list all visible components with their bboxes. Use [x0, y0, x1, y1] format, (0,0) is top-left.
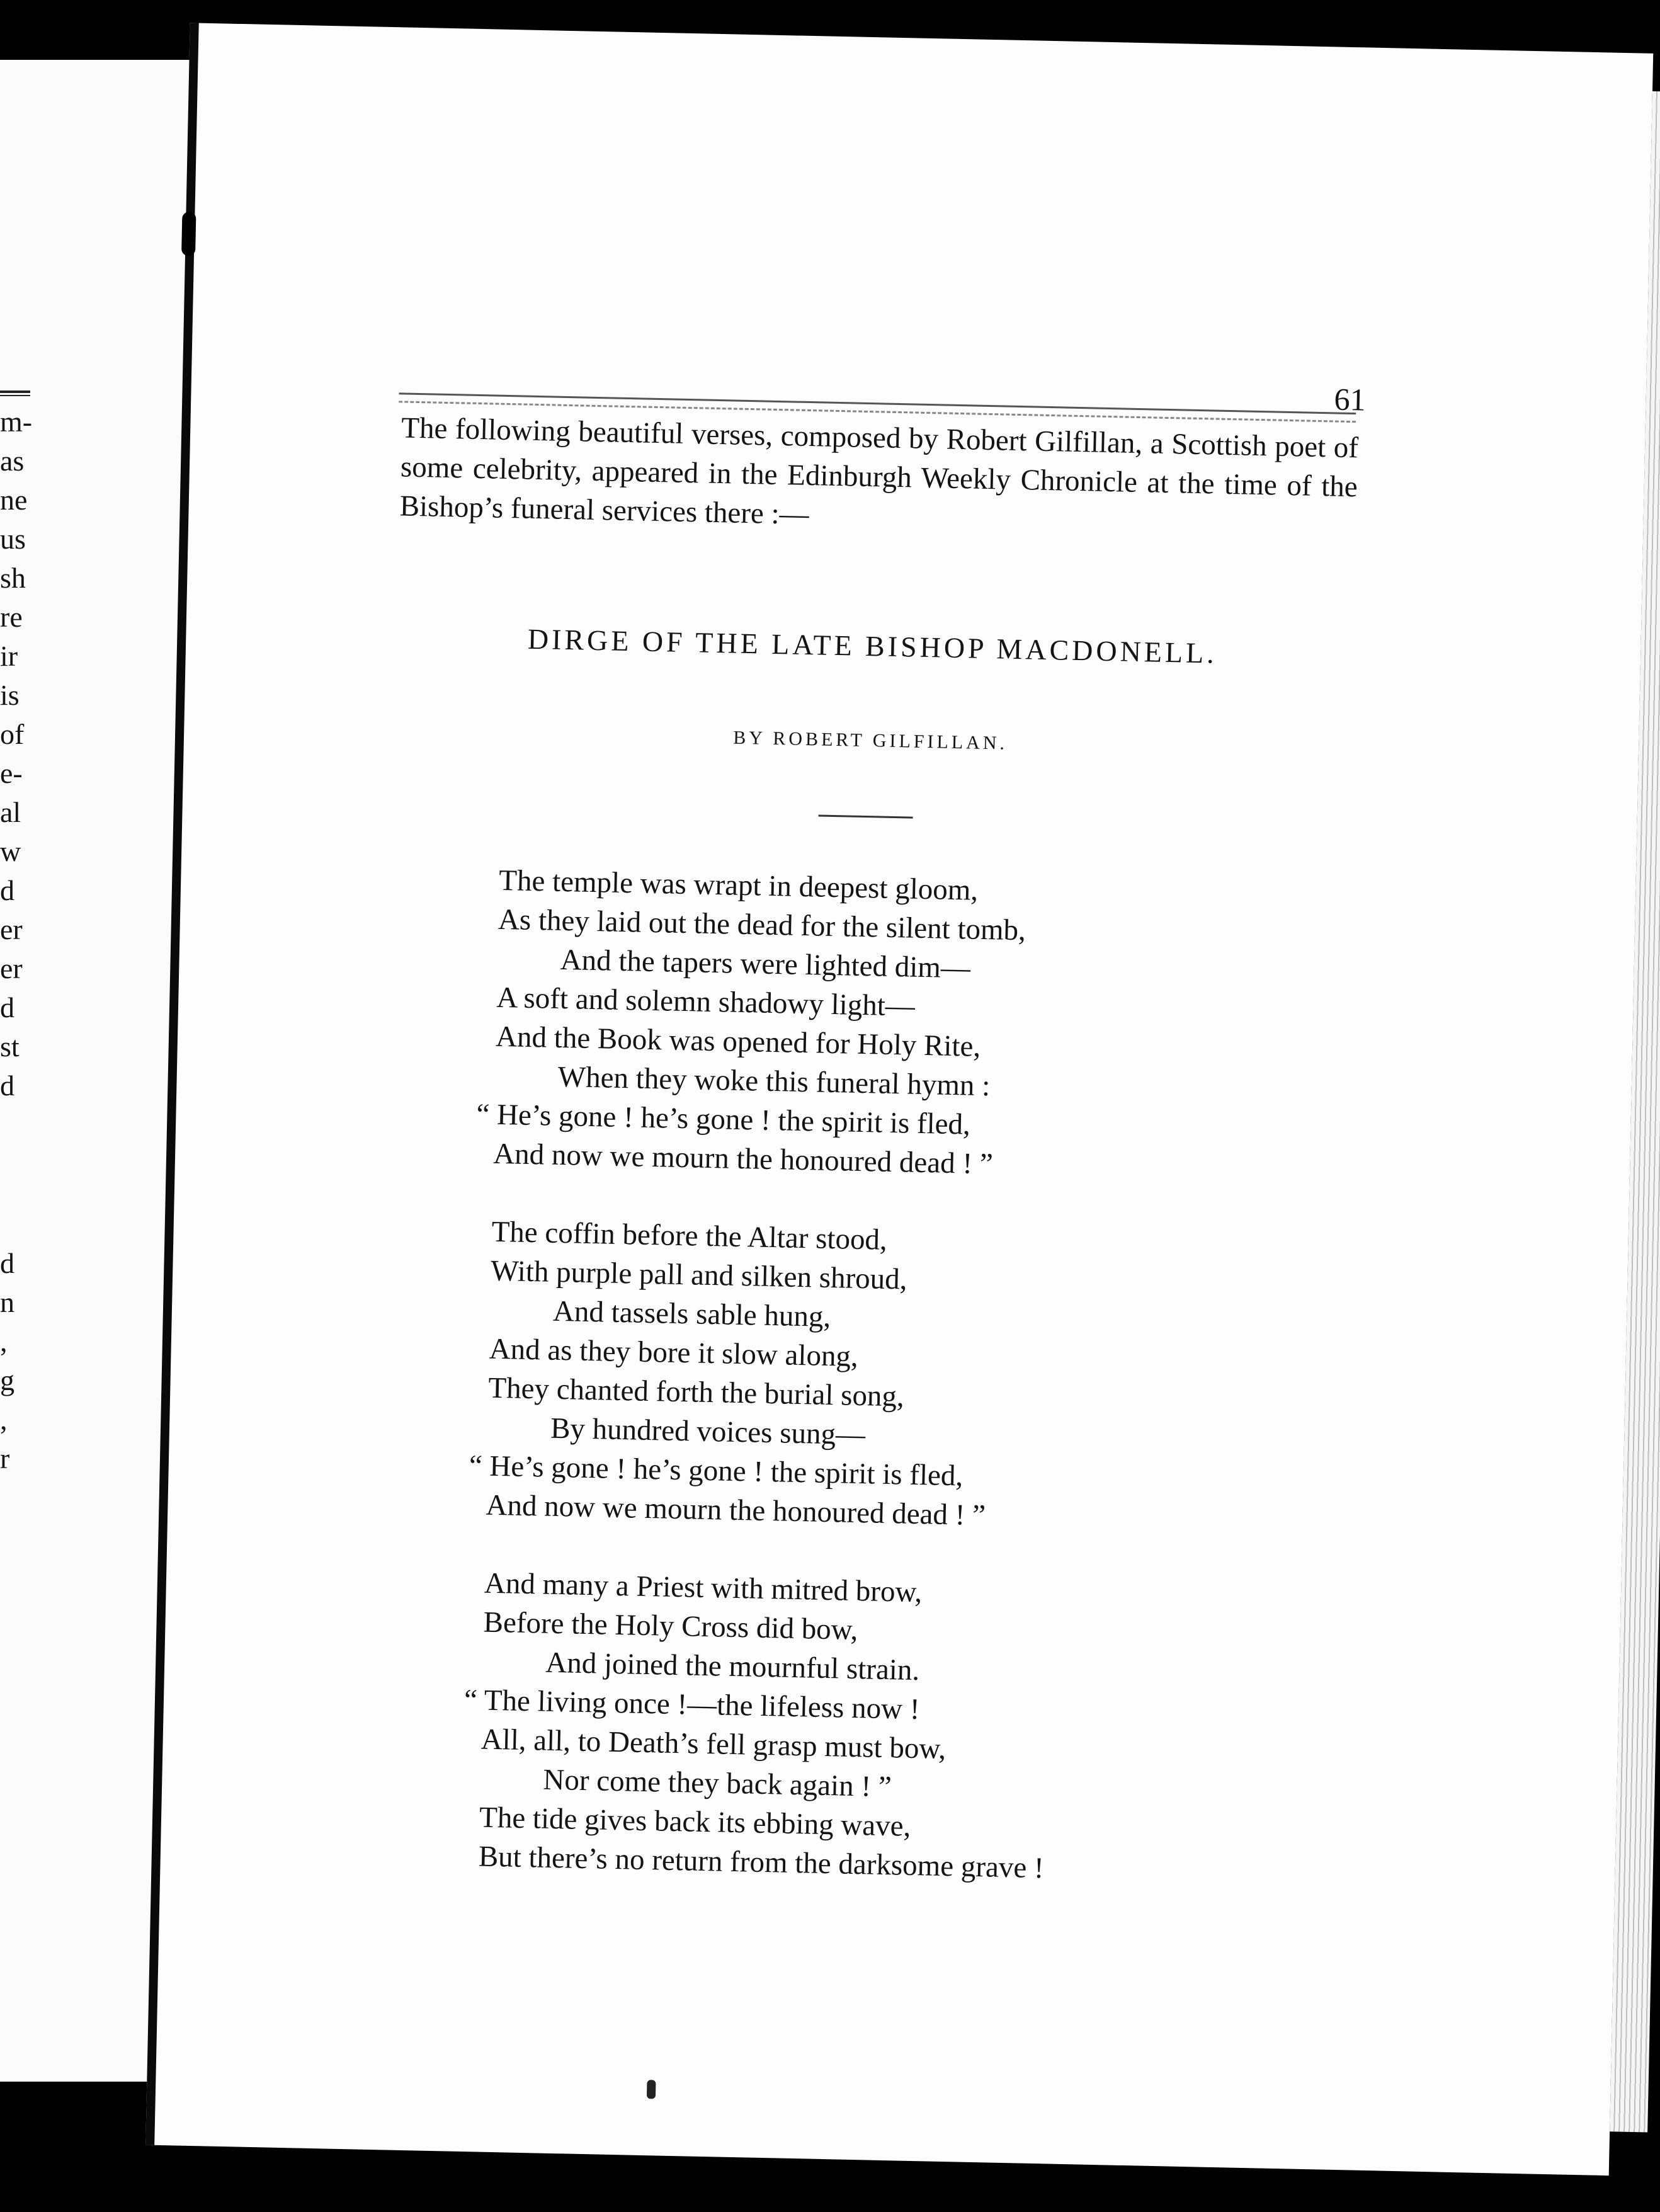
title-rule — [819, 814, 913, 818]
stanza-1 — [476, 861, 1318, 1190]
left-page-fragment: er — [0, 952, 23, 984]
book-page — [145, 23, 1653, 2175]
left-page-fragment: of — [0, 718, 25, 750]
poem-line: All, all, to Death’s fell grasp must bow, — [480, 1723, 947, 1765]
left-page-rule — [0, 391, 30, 396]
left-page-fragment: n — [0, 1286, 14, 1318]
left-page-fragment: , — [0, 1325, 8, 1357]
left-page-fragment: ir — [0, 640, 18, 672]
poem-body — [463, 861, 1318, 1932]
poem-line: When they woke this funeral hymn : — [557, 1060, 991, 1103]
ink-speck — [647, 2080, 656, 2099]
poem-line: “ He’s gone ! he’s gone ! the spirit is fled, — [476, 1098, 971, 1141]
stanza-2 — [469, 1212, 1310, 1542]
poem-line: By hundred voices sung— — [550, 1411, 866, 1452]
left-page-fragment: d — [0, 991, 14, 1023]
left-page-fragment: us — [0, 523, 26, 555]
left-page-fragment: g — [0, 1364, 14, 1396]
left-page-fragment: d — [0, 874, 14, 906]
poem-line: They chanted forth the burial song, — [487, 1371, 905, 1413]
left-page-fragment: as — [0, 445, 25, 477]
poem-line: With purple pall and silken shroud, — [490, 1254, 907, 1296]
left-page-fragment: is — [0, 679, 20, 711]
left-page-fragment: st — [0, 1030, 20, 1063]
left-page-fragment: d — [0, 1247, 14, 1279]
intro-paragraph: The following beautiful verses, composed by Robert Gilfillan, a Scottish poet of some celebrity, appeared in the Edinburgh Weekly Chronicle at the time of the Bishop’s funeral services there :— — [399, 411, 1359, 532]
poem-line: As they laid out the dead for the silent tomb, — [497, 903, 1026, 947]
left-page-fragment: er — [0, 913, 23, 945]
poem-byline: BY ROBERT GILFILLAN. — [732, 727, 1008, 754]
poem-line: Before the Holy Cross did bow, — [483, 1605, 858, 1647]
poem-line: And now we mourn the honoured dead ! ” — [486, 1488, 986, 1532]
poem-line: A soft and solemn shadowy light— — [496, 981, 916, 1023]
poem-line: And now we mourn the honoured dead ! ” — [492, 1137, 994, 1181]
poem-line: “ He’s gone ! he’s gone ! the spirit is fled, — [469, 1449, 964, 1493]
page-edges — [1610, 91, 1660, 2133]
poem-line: Nor come they back again ! ” — [542, 1763, 892, 1804]
poem-line: And tassels sable hung, — [552, 1294, 831, 1334]
poem-line: The temple was wrapt in deepest gloom, — [498, 864, 979, 907]
page-number: 61 — [1334, 381, 1367, 418]
poem-line: And the tapers were lighted dim— — [560, 943, 971, 985]
poem-line: And joined the mournful strain. — [545, 1646, 920, 1687]
poem-line: The tide gives back its ebbing wave, — [479, 1801, 911, 1843]
poem-line: And as they bore it slow along, — [489, 1332, 859, 1373]
poem-line: The coffin before the Altar stood, — [491, 1215, 888, 1257]
binding-mark — [181, 212, 196, 256]
poem-line: But there’s no return from the darksome grave ! — [478, 1840, 1045, 1885]
left-page-fragment: e- — [0, 757, 23, 789]
left-page-fragment: sh — [0, 562, 26, 594]
left-page-fragment: , — [0, 1403, 8, 1435]
left-page-fragment: d — [0, 1069, 14, 1102]
poem-line: And many a Priest with mitred brow, — [484, 1566, 923, 1609]
poem-line: And the Book was opened for Holy Rite, — [495, 1020, 981, 1063]
left-page-fragment: r — [0, 1442, 10, 1474]
stanza-3 — [463, 1564, 1303, 1893]
left-page-fragment: al — [0, 796, 21, 828]
left-page-fragment: m- — [0, 406, 33, 438]
poem-line: “ The living once !—the lifeless now ! — [463, 1683, 921, 1726]
poem-title: DIRGE OF THE LATE BISHOP MACDONELL. — [527, 622, 1218, 670]
left-page-fragment: w — [0, 835, 21, 867]
left-page-fragment: ne — [0, 484, 28, 516]
left-page-fragment: re — [0, 601, 23, 633]
